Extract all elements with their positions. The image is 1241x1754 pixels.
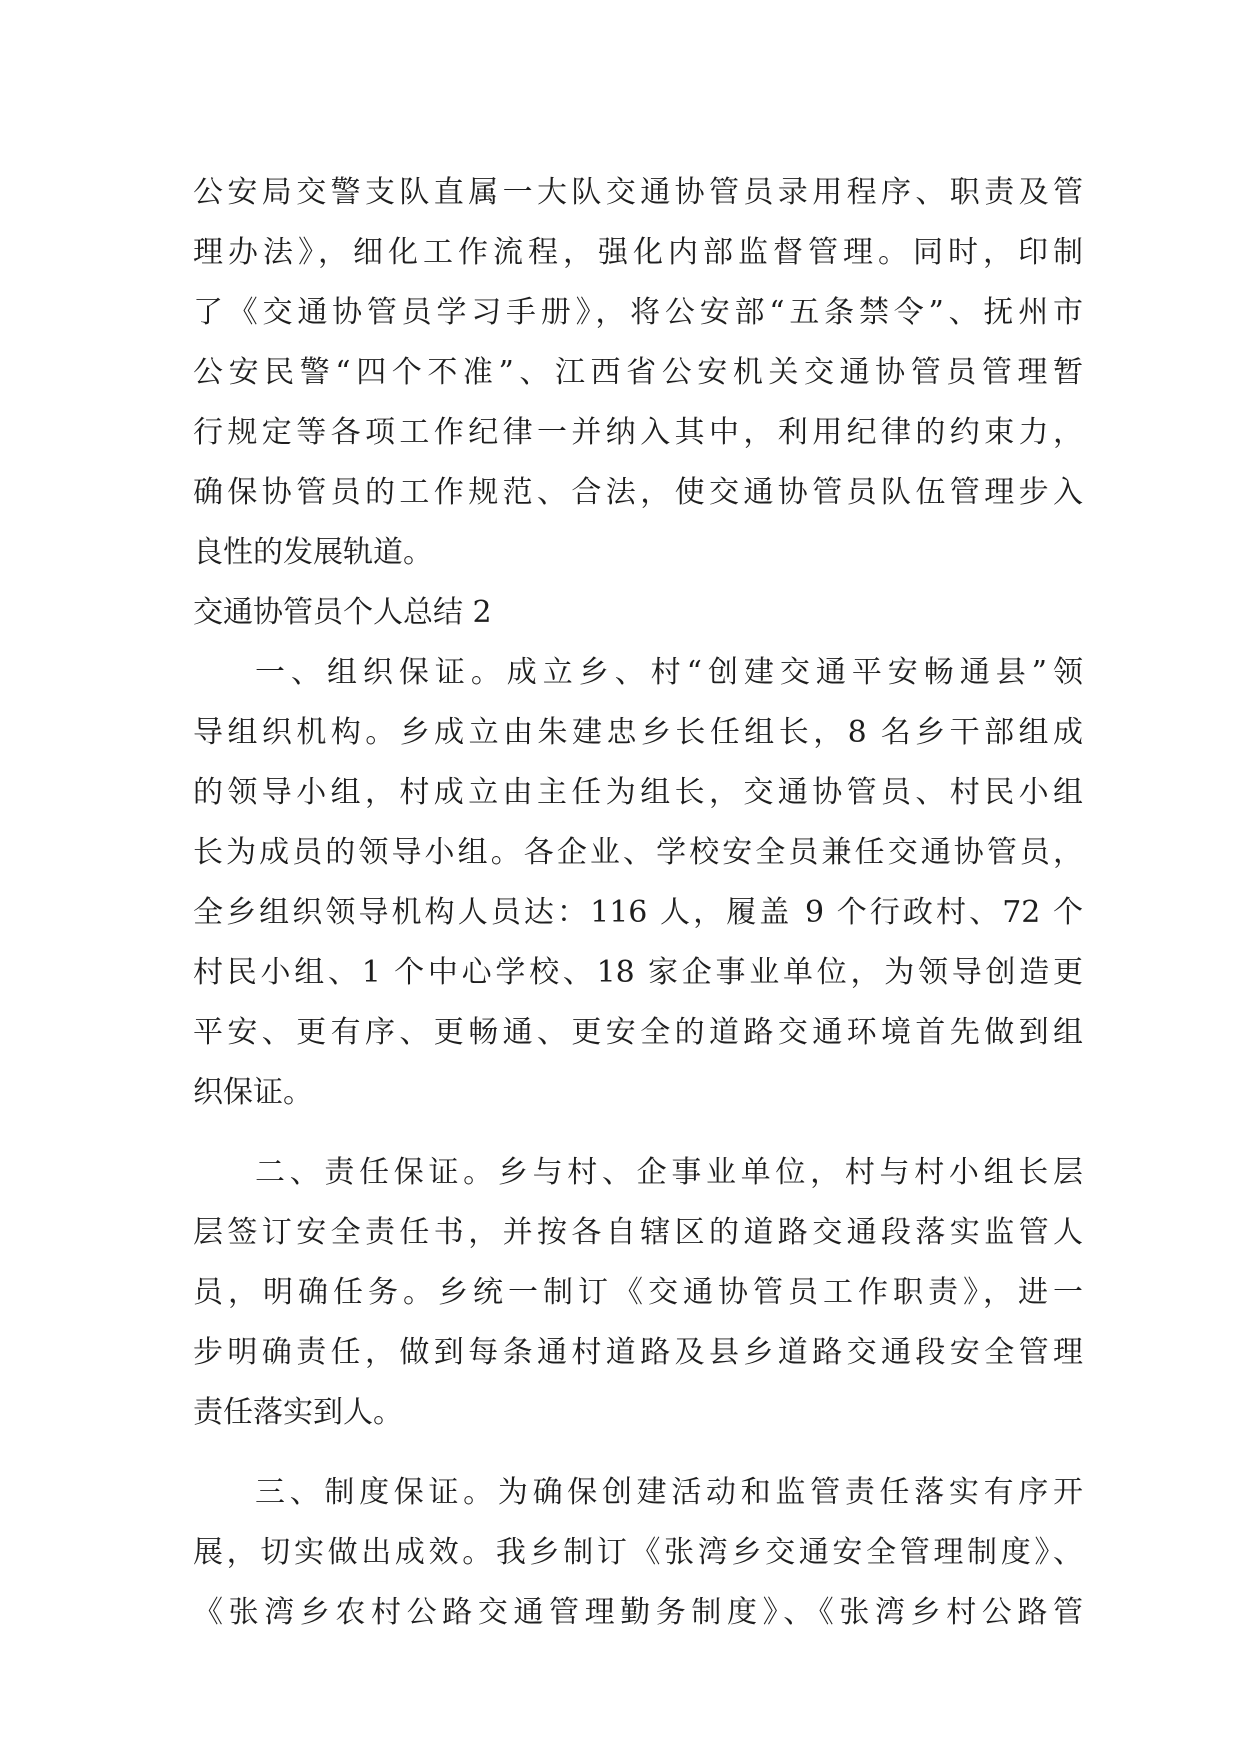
- text-line: 《张湾乡农村公路交通管理勤务制度》、《张湾乡村公路管: [193, 1595, 1083, 1630]
- text-line: 的领导小组，村成立由主任为组长，交通协管员、村民小组: [193, 775, 1083, 810]
- text-line: 村民小组、1 个中心学校、18 家企事业单位，为领导创造更: [193, 955, 1083, 990]
- paragraph-spacer: [193, 1443, 1083, 1463]
- text-line: 行规定等各项工作纪律一并纳入其中，利用纪律的约束力，: [193, 415, 1083, 450]
- text-line: 步明确责任，做到每条通村道路及县乡道路交通段安全管理: [193, 1335, 1083, 1370]
- text-line: 展，切实做出成效。我乡制订《张湾乡交通安全管理制度》、: [193, 1535, 1083, 1570]
- document-body: [193, 163, 1083, 1643]
- text-line: 公安民警“四个不准”、江西省公安机关交通协管员管理暂: [193, 355, 1083, 390]
- text-line: 了《交通协管员学习手册》，将公安部“五条禁令”、抚州市: [193, 295, 1083, 330]
- text-line: 导组织机构。乡成立由朱建忠乡长任组长，8 名乡干部组成: [193, 715, 1083, 750]
- paragraph-spacer: [193, 1123, 1083, 1143]
- continuation-paragraph: [193, 163, 1083, 583]
- text-line: 织保证。: [193, 1075, 313, 1110]
- text-line: 长为成员的领导小组。各企业、学校安全员兼任交通协管员，: [193, 835, 1083, 870]
- section-title: 交通协管员个人总结 2: [193, 595, 492, 630]
- text-line: 确保协管员的工作规范、合法，使交通协管员队伍管理步入: [193, 475, 1083, 510]
- paragraph-system: [193, 1463, 1083, 1643]
- paragraph-responsibility: [193, 1143, 1083, 1443]
- text-line: 理办法》，细化工作流程，强化内部监督管理。同时，印制: [193, 235, 1083, 270]
- text-line: 公安局交警支队直属一大队交通协管员录用程序、职责及管: [193, 175, 1083, 210]
- text-line: 二、责任保证。乡与村、企事业单位，村与村小组长层: [255, 1155, 1083, 1190]
- text-line: 层签订安全责任书，并按各自辖区的道路交通段落实监管人: [193, 1215, 1083, 1250]
- text-line: 责任落实到人。: [193, 1395, 403, 1430]
- text-line: 三、制度保证。为确保创建活动和监管责任落实有序开: [255, 1475, 1083, 1510]
- text-line: 一、组织保证。成立乡、村“创建交通平安畅通县”领: [255, 655, 1083, 690]
- text-line: 员，明确任务。乡统一制订《交通协管员工作职责》，进一: [193, 1275, 1083, 1310]
- text-line: 良性的发展轨道。: [193, 535, 433, 570]
- paragraph-organization: [193, 643, 1083, 1123]
- text-line: 全乡组织领导机构人员达：116 人，履盖 9 个行政村、72 个: [193, 895, 1083, 930]
- text-line: 平安、更有序、更畅通、更安全的道路交通环境首先做到组: [193, 1015, 1083, 1050]
